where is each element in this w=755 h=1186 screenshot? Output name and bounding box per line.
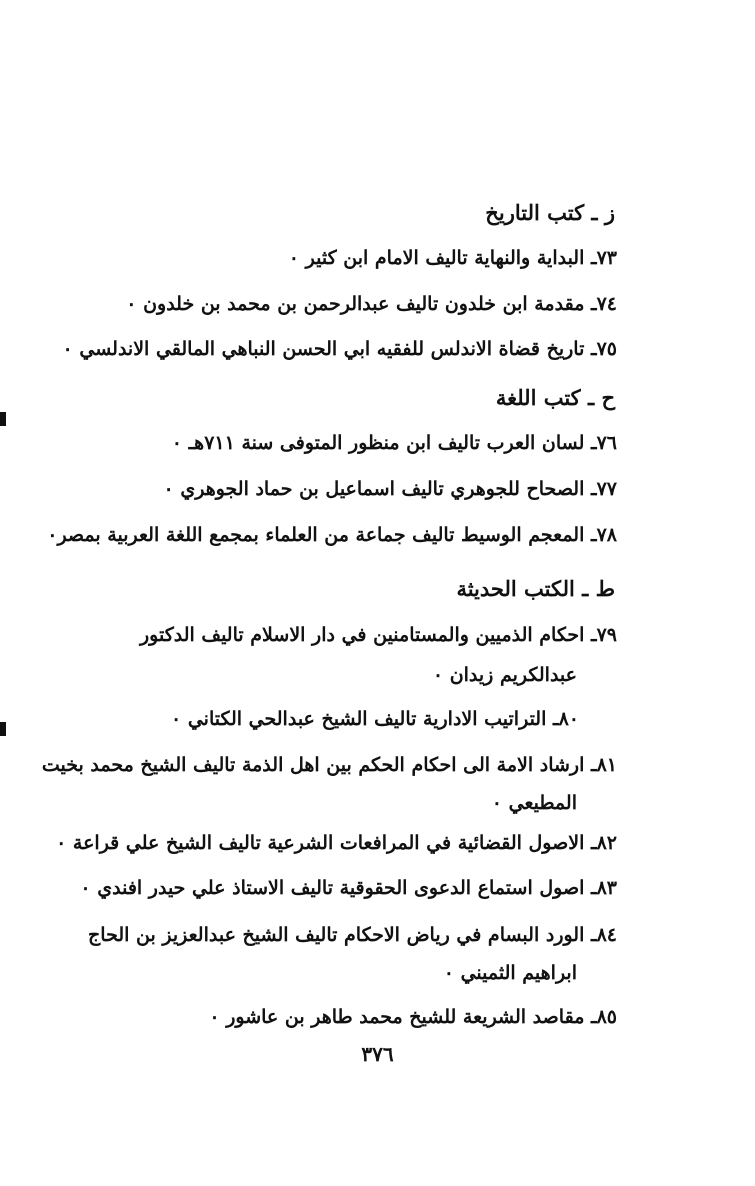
list-item [80, 478, 617, 500]
section-heading-modern: ط ـ الكتب الحديثة [456, 576, 615, 601]
scan-edge-mark [0, 412, 6, 426]
list-item [80, 877, 617, 899]
item-text: لسان العرب تاليف ابن منظور المتوفى سنة ٧١١هـ ٠ [171, 432, 585, 454]
list-item [80, 708, 579, 730]
item-number: ٧٨ـ [591, 524, 617, 546]
page-number: ٣٧٦ [361, 1042, 394, 1066]
item-number: ٨٤ـ [591, 924, 617, 946]
list-item [80, 247, 617, 269]
list-item [80, 293, 617, 315]
item-text: المعجم الوسيط تاليف جماعة من العلماء بمجمع اللغة العربية بمصر٠ [47, 524, 585, 546]
item-text: تاريخ قضاة الاندلس للفقيه ابي الحسن النباهي المالقي الاندلسي ٠ [62, 338, 585, 360]
scan-edge-mark [0, 722, 6, 736]
list-item [56, 832, 617, 854]
item-number: ٨٠ـ [553, 708, 579, 730]
item-text: الصحاح للجوهري تاليف اسماعيل بن حماد الجوهري ٠ [163, 478, 585, 500]
item-text: مقدمة ابن خلدون تاليف عبدالرحمن بن محمد بن خلدون ٠ [126, 293, 585, 315]
item-number: ٧٧ـ [591, 478, 617, 500]
list-item [80, 432, 617, 454]
item-text: البداية والنهاية تاليف الامام ابن كثير ٠ [288, 247, 585, 269]
item-text: الورد البسام في رياض الاحكام تاليف الشيخ عبدالعزيز بن الحاج [88, 924, 585, 946]
list-item [47, 524, 617, 546]
section-heading-history: ز ـ كتب التاريخ [485, 200, 615, 225]
list-item-continuation: ابراهيم الثميني ٠ [443, 962, 577, 984]
item-number: ٧٩ـ [591, 624, 617, 646]
list-item [80, 624, 617, 646]
item-number: ٧٥ـ [591, 338, 617, 360]
item-text: التراتيب الادارية تاليف الشيخ عبدالحي الكتاني ٠ [171, 708, 547, 730]
item-number: ٧٣ـ [591, 247, 617, 269]
item-number: ٨١ـ [591, 754, 617, 776]
list-item [41, 754, 617, 776]
list-item-continuation: عبدالكريم زيدان ٠ [432, 664, 577, 686]
item-number: ٧٤ـ [591, 293, 617, 315]
item-text: الاصول القضائية في المرافعات الشرعية تاليف الشيخ علي قراعة ٠ [56, 832, 585, 854]
item-number: ٨٢ـ [591, 832, 617, 854]
item-text: اصول استماع الدعوى الحقوقية تاليف الاستاذ علي حيدر افندي ٠ [80, 877, 585, 899]
item-number: ٧٦ـ [591, 432, 617, 454]
item-number: ٨٣ـ [591, 877, 617, 899]
section-heading-language: ح ـ كتب اللغة [495, 385, 615, 410]
list-item [62, 338, 617, 360]
item-text: مقاصد الشريعة للشيخ محمد طاهر بن عاشور ٠ [209, 1006, 585, 1028]
list-item [80, 924, 617, 946]
list-item [80, 1006, 617, 1028]
item-text: احكام الذميين والمستامنين في دار الاسلام تاليف الدكتور [139, 624, 585, 646]
item-number: ٨٥ـ [591, 1006, 617, 1028]
item-text: ارشاد الامة الى احكام الحكم بين اهل الذمة تاليف الشيخ محمد بخيت [41, 754, 585, 776]
list-item-continuation: المطيعي ٠ [491, 792, 577, 814]
